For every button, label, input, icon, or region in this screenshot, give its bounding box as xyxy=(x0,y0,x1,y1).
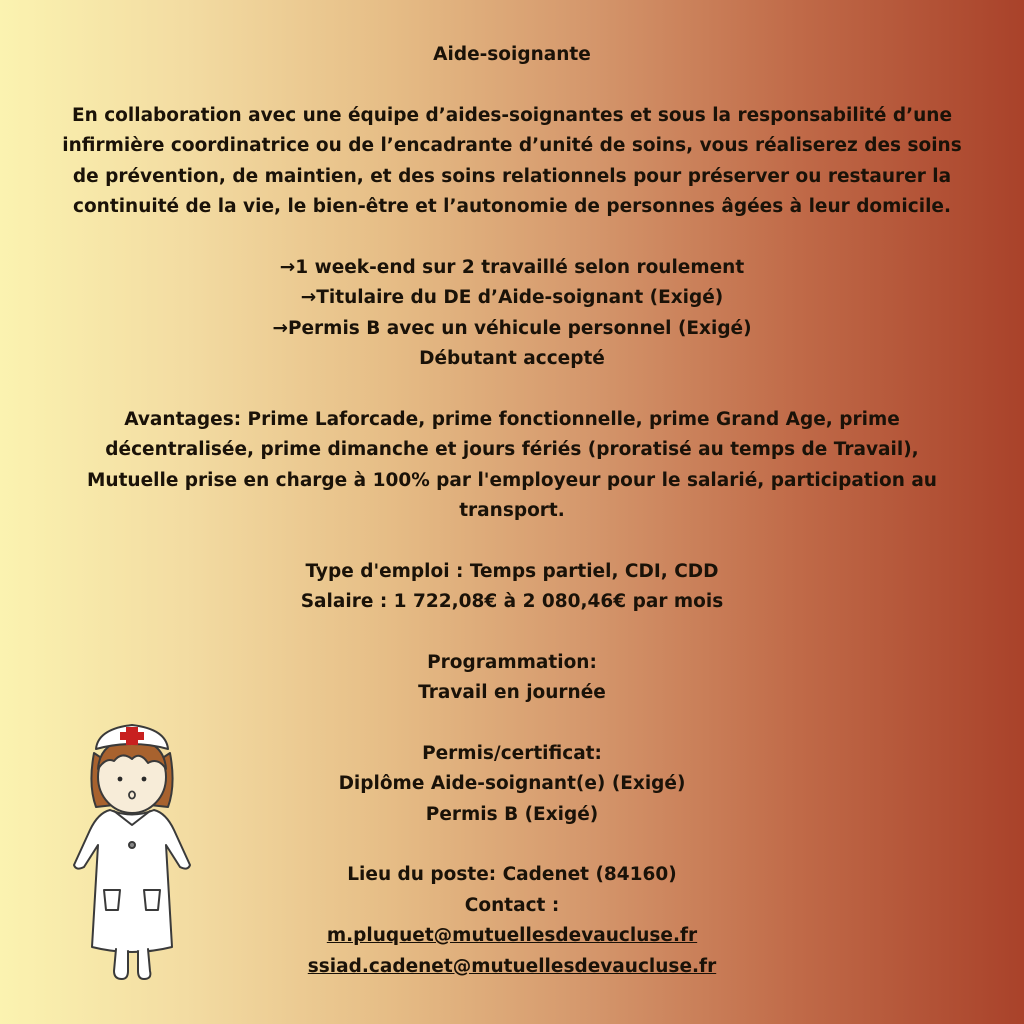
contact-email-link[interactable]: m.pluquet@mutuellesdevaucluse.fr xyxy=(326,925,698,946)
certificate-diploma: Diplôme Aide-soignant(e) (Exigé) xyxy=(338,773,686,794)
job-title: Aide-soignante xyxy=(433,44,591,65)
schedule-heading: Programmation: xyxy=(427,651,597,673)
requirement-weekend: →1 week-end sur 2 travaillé selon roulement xyxy=(279,256,745,278)
requirement-diploma: →Titulaire du DE d’Aide-soignant (Exigé) xyxy=(300,287,724,308)
schedule-value: Travail en journée xyxy=(418,682,606,703)
job-description: En collaboration avec une équipe d’aides-soignantes et sous la responsabilité d’une infirmière coordinatrice ou de l’encadrante d’unité de soins, vous réaliserez des soins de prévention, de maintien, et des soins relationnels pour préserver ou restaurer la continuité de la vie, le bien-être et l’autonomie de personnes âgées à leur domicile. xyxy=(62,104,962,217)
job-location: Lieu du poste: Cadenet (84160) xyxy=(347,864,677,885)
requirement-beginner: Débutant accepté xyxy=(419,348,605,369)
certificates-heading: Permis/certificat: xyxy=(422,742,602,764)
contact-email-link-secondary[interactable]: ssiad.cadenet@mutuellesdevaucluse.fr xyxy=(307,955,717,977)
nurse-illustration xyxy=(62,695,202,995)
salary: Salaire : 1 722,08€ à 2 080,46€ par mois xyxy=(300,591,724,612)
employment-type: Type d'emploi : Temps partiel, CDI, CDD xyxy=(305,560,719,582)
certificate-license: Permis B (Exigé) xyxy=(425,803,599,825)
advantages-text: Avantages: Prime Laforcade, prime fonctionnelle, prime Grand Age, prime décentralisée, prime dimanche et jours fériés (proratisé au temps de Travail), Mutuelle prise en charge à 100% par l'employeur pour le salarié, participation au transport. xyxy=(87,408,937,521)
requirement-license: →Permis B avec un véhicule personnel (Exigé) xyxy=(272,317,752,339)
contact-heading: Contact : xyxy=(464,894,560,916)
